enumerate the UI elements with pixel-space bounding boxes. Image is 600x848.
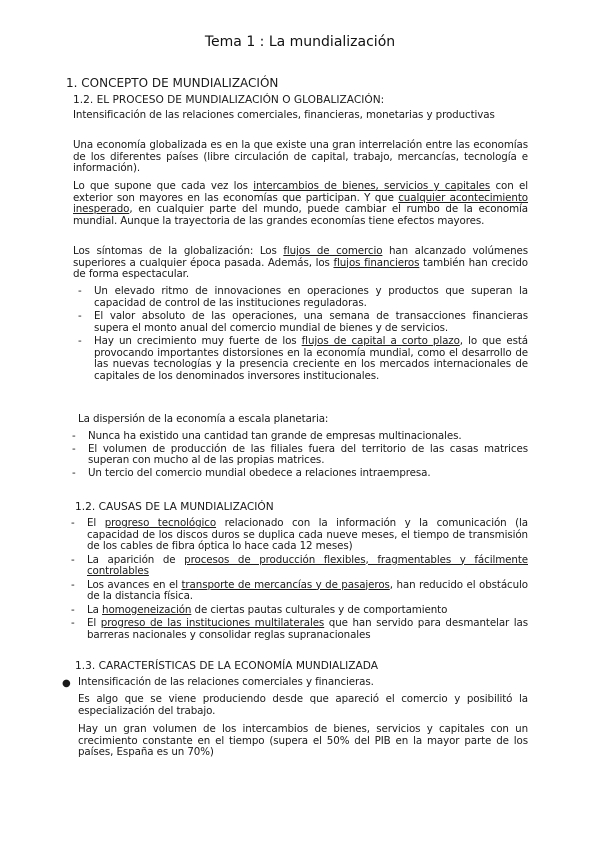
subsection-heading-proceso: 1.2. EL PROCESO DE MUNDIALIZACIÓN O GLOBALIZACIÓN: bbox=[73, 94, 385, 106]
underlined-term: intercambios de bienes, servicios y capitales bbox=[253, 180, 491, 192]
list-item: - La homogeneización de ciertas pautas culturales y de comportamiento bbox=[71, 603, 448, 616]
paragraph-economia-globalizada: Una economía globalizada es en la que existe una gran interrelación entre las economías de los diferentes países (libre circulación de capital, trabajo, mercancías, tecnología e información). bbox=[73, 139, 528, 174]
underlined-term: cualquier acontecimiento inesperado bbox=[73, 191, 528, 215]
underlined-term: transporte de mercancías y de pasajeros bbox=[181, 578, 390, 591]
list-item: - La aparición de procesos de producción flexibles, fragmentables y fácilmente controlables bbox=[71, 553, 528, 577]
underlined-term: procesos de producción flexibles, fragmentables y fácilmente controlables bbox=[87, 553, 528, 577]
paragraph-supone: Lo que supone que cada vez los intercambios de bienes, servicios y capitales con el exterior son mayores en las economías que participan. Y que cualquier acontecimiento inesperado, en cualquier parte del mundo, puede cambiar el rumbo de la economía mundial. Aunque la trayectoria de las grandes economías tiene efectos mayores. bbox=[73, 180, 528, 227]
underlined-term: flujos financieros bbox=[333, 256, 420, 269]
section-heading-causas: 1.2. CAUSAS DE LA MUNDIALIZACIÓN bbox=[75, 501, 274, 513]
list-dispersion bbox=[72, 430, 528, 479]
bullet-intensificacion: Intensificación de las relaciones comerciales y financieras. bbox=[78, 676, 374, 688]
list-item: - Un tercio del comercio mundial obedece a relaciones intraempresa. bbox=[72, 466, 431, 479]
underlined-term: flujos de comercio bbox=[283, 245, 383, 257]
paragraph-comercio: Es algo que se viene produciendo desde que apareció el comercio y posibilitó la especialización del trabajo. bbox=[78, 693, 528, 717]
paragraph-volumen: Hay un gran volumen de los intercambios de bienes, servicios y capitales con un crecimiento constante en el tiempo (supera el 50% del PIB en la mayor parte de los países, España es un 70%) bbox=[78, 723, 528, 758]
paragraph-intensificacion: Intensificación de las relaciones comerciales, financieras, monetarias y productivas bbox=[73, 109, 495, 121]
list-item: - El progreso de las instituciones multilaterales que han servido para desmantelar las barreras nacionales y consolidar reglas supranacionales bbox=[71, 617, 528, 641]
underlined-term: flujos de capital a corto plazo bbox=[301, 335, 460, 347]
section-heading-caracteristicas: 1.3. CARACTERÍSTICAS DE LA ECONOMÍA MUNDIALIZADA bbox=[75, 660, 378, 672]
paragraph-sintomas: Los síntomas de la globalización: Los flujos de comercio han alcanzado volúmenes superiores a cualquier época pasada. Además, los flujos financieros también han crecido de forma espectacular. bbox=[73, 245, 528, 280]
bullet-icon: ● bbox=[62, 678, 71, 689]
section-heading-concepto: 1. CONCEPTO DE MUNDIALIZACIÓN bbox=[66, 76, 279, 90]
list-item: - Un elevado ritmo de innovaciones en operaciones y productos que superan la capacidad de control de las instituciones reguladoras. bbox=[78, 285, 528, 309]
list-item: - El progreso tecnológico relacionado con la información y la comunicación (la capacidad de los discos duros se duplica cada nueve meses, el tiempo de transmisión de los cables de fibra óptica lo hace cada 12 meses) bbox=[71, 517, 529, 552]
list-sintomas bbox=[78, 285, 528, 382]
list-item: - Nunca ha existido una cantidad tan grande de empresas multinacionales. bbox=[72, 430, 462, 442]
list-causas bbox=[71, 517, 529, 641]
list-item: - El valor absoluto de las operaciones, una semana de transacciones financieras supera el monto anual del comercio mundial de bienes y de servicios. bbox=[78, 310, 528, 334]
underlined-term: homogeneización bbox=[102, 603, 192, 616]
underlined-term: progreso tecnológico bbox=[104, 517, 217, 529]
page-title: Tema 1 : La mundialización bbox=[204, 34, 396, 50]
paragraph-dispersion: La dispersión de la economía a escala planetaria: bbox=[78, 413, 329, 425]
underlined-term: progreso de las instituciones multilaterales bbox=[100, 617, 325, 629]
list-item: - Hay un crecimiento muy fuerte de los flujos de capital a corto plazo, lo que está provocando importantes distorsiones en la economía mundial, como el desarrollo de las nuevas tecnologías y la presencia creciente en los mercados internacionales de capitales de los denominados inversores institucionales. bbox=[78, 335, 528, 382]
list-item: - Los avances en el transporte de mercancías y de pasajeros, han reducido el obstáculo de la distancia física. bbox=[71, 578, 528, 602]
list-item: - El volumen de producción de las filiales fuera del territorio de las casas matrices superan con mucho al de las propias matrices. bbox=[72, 442, 528, 466]
